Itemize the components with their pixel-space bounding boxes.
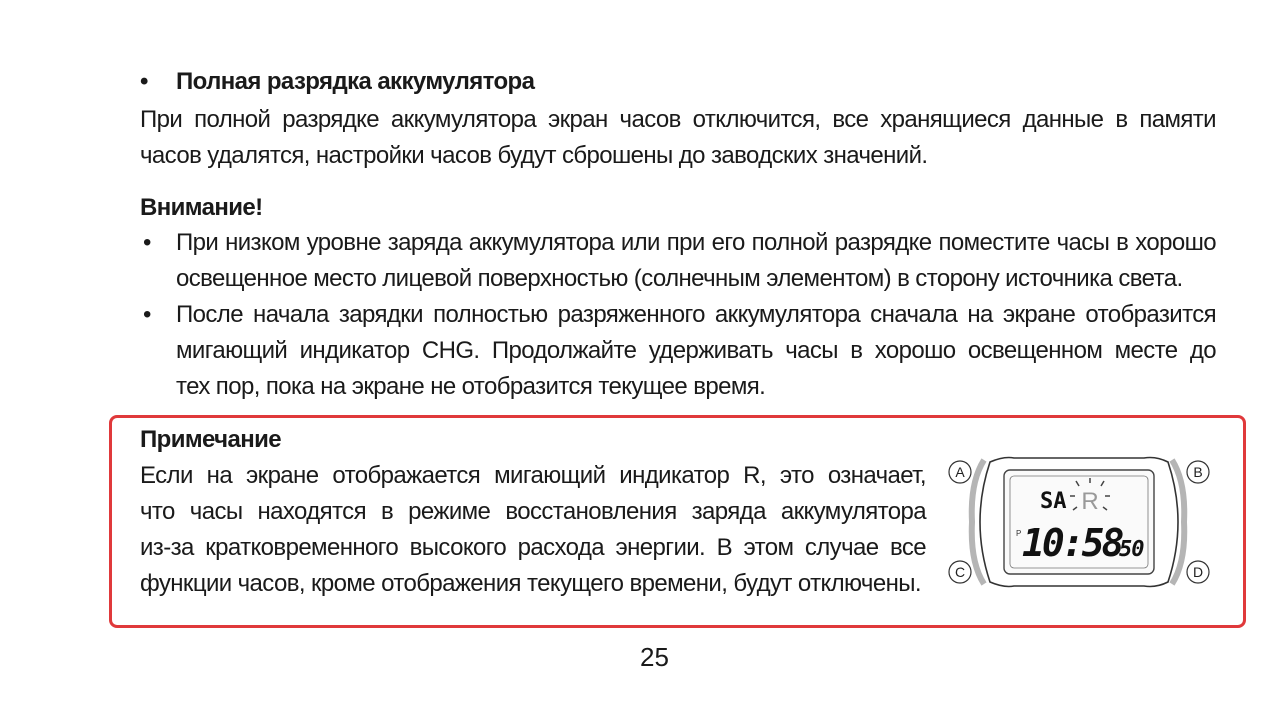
warning-list	[140, 225, 1216, 405]
page-number: 25	[640, 642, 669, 672]
warning-line: При низком уровне заряда аккумулятора или при его полной разрядке поместите часы в хорошо	[176, 229, 1216, 256]
time-display: 10:58	[1022, 521, 1122, 565]
section-title-full-discharge	[140, 64, 534, 100]
note-line: Если на экране отображается мигающий индикатор R, это означает,	[140, 462, 926, 489]
warning-line: освещенное место лицевой поверхностью (солнечным элементом) в сторону источника света.	[176, 265, 1183, 292]
warning-line: мигающий индикатор CHG. Продолжайте удерживать часы в хорошо освещенном месте до	[176, 337, 1216, 364]
button-d-icon	[1187, 561, 1209, 583]
section-title-label: Полная разрядка аккумулятора	[176, 68, 535, 95]
bullet: •	[143, 229, 151, 256]
button-c-icon	[949, 561, 971, 583]
paragraph-line: При полной разрядке аккумулятора экран часов отключится, все хранящиеся данные в памяти	[140, 106, 1216, 133]
svg-text:B: B	[1193, 464, 1203, 480]
bullet: •	[143, 301, 151, 328]
note-line: функции часов, кроме отображения текущего времени, будут отключены.	[140, 570, 921, 597]
warning-line: тех пор, пока на экране не отобразится текущее время.	[176, 373, 766, 400]
warning-title: Внимание!	[140, 194, 263, 221]
button-b-icon	[1187, 461, 1209, 483]
bullet: •	[140, 68, 148, 95]
section-body-full-discharge	[140, 102, 1216, 174]
pm-marker: P	[1016, 529, 1022, 538]
seconds-display: 50	[1119, 537, 1144, 562]
svg-text:D: D	[1192, 564, 1204, 580]
watch-illustration	[944, 452, 1218, 592]
warning-item	[140, 297, 1216, 405]
button-a-icon	[949, 461, 971, 483]
note-title: Примечание	[140, 426, 282, 453]
note-line: из-за кратковременного высокого расхода энергии. В этом случае все	[140, 534, 926, 561]
note-line: что часы находятся в режиме восстановления заряда аккумулятора	[140, 498, 926, 525]
paragraph-line: часов удалятся, настройки часов будут сброшены до заводских значений.	[140, 142, 928, 169]
day-indicator: SA	[1040, 489, 1067, 514]
note-body	[140, 458, 926, 602]
svg-text:R: R	[1081, 488, 1099, 515]
svg-text:C: C	[954, 564, 966, 580]
warning-item	[140, 225, 1216, 297]
svg-text:A: A	[955, 464, 965, 480]
warning-line: После начала зарядки полностью разряженного аккумулятора сначала на экране отобразится	[176, 301, 1216, 328]
